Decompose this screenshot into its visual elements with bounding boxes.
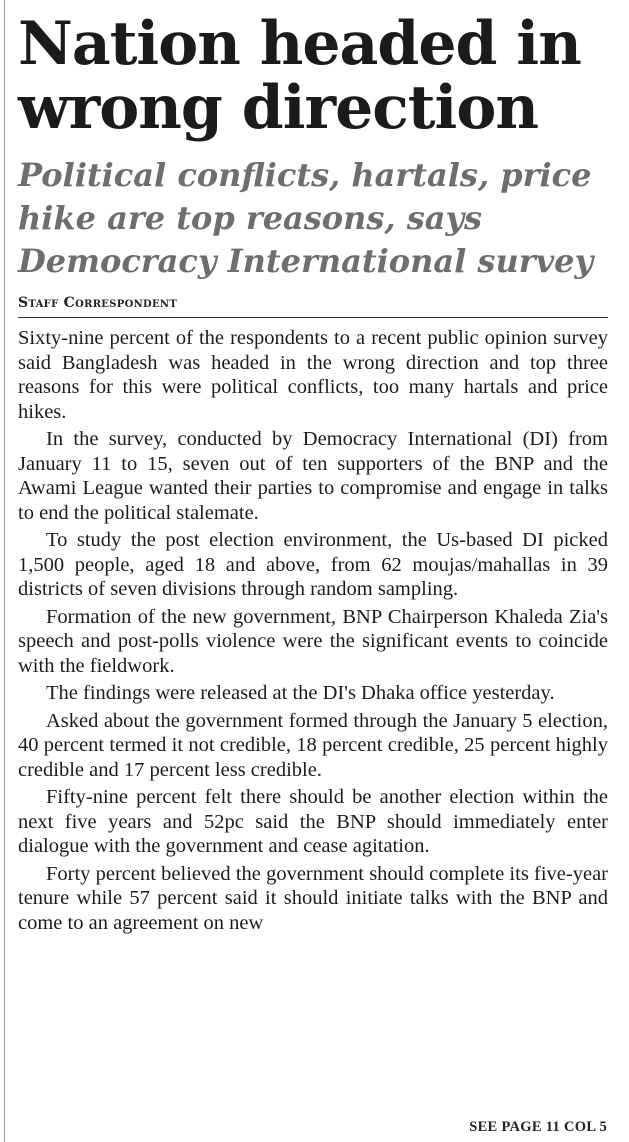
paragraph: To study the post election environment, the Us-based DI picked 1,500 people, aged 18 and above, from 62 moujas/mahallas in 39 districts of seven divisions through random sampling. [18,529,608,600]
deck-subheadline: Political conflicts, hartals, price hike are top reasons, says Democracy International survey [18,156,594,280]
paragraph: In the survey, conducted by Democracy International (DI) from January 11 to 15, seven out of ten supporters of the BNP and the Awami League wanted their parties to compromise and engage in talks to end the political stalemate. [18,428,608,524]
paragraph: Fifty-nine percent felt there should be another election within the next five years and 52pc said the BNP should immediately enter dialogue with the government and cease agitation. [18,786,608,857]
paragraph: Forty percent believed the government should complete its five-year tenure while 57 percent said it should initiate talks with the BNP and come to an agreement on new [18,862,608,934]
headline: Nation headed in wrong direction [18,9,581,143]
paragraph: Asked about the government formed through the January 5 election, 40 percent termed it not credible, 18 percent credible, 25 percent highly credible and 17 percent less credible. [18,709,608,781]
paragraph: Formation of the new government, BNP Chairperson Khaleda Zia's speech and post-polls violence were the significant events to coincide with the fieldwork. [18,605,608,677]
paragraph: The findings were released at the DI's Dhaka office yesterday. [46,682,555,704]
column-rule [4,0,5,1142]
article-body [18,326,608,935]
article [18,0,608,938]
byline: Staff Correspondent [18,295,608,318]
jump-line: SEE PAGE 11 COL 5 [469,1119,607,1135]
paragraph: Sixty-nine percent of the respondents to a recent public opinion survey said Bangladesh was headed in the wrong direction and top three reasons for this were political conflicts, too many hartals and price hikes. [18,327,608,423]
